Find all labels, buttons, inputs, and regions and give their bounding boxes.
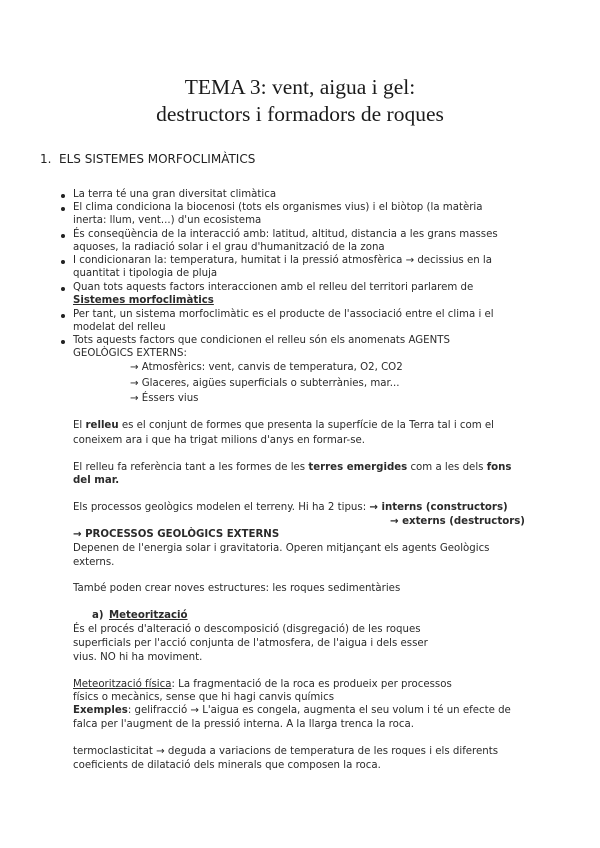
meteoritzacio-def-line3: vius. NO hi ha moviment. — [73, 652, 203, 663]
processos-interns: → interns (constructors) — [369, 502, 508, 513]
processos-intro — [73, 501, 508, 514]
exemples-line2: falca per l'augment de la pressió interna. A la llarga trenca la roca. — [73, 719, 414, 730]
termoclasticitat-line2: coeficients de dilatació dels minerals que composen la roca. — [73, 760, 381, 771]
bullet-dot — [61, 194, 65, 198]
section-number: 1. — [40, 152, 52, 166]
agent-item: → Éssers vius — [130, 393, 199, 404]
list-item-continuation: modelat del relleu — [73, 322, 166, 333]
termoclasticitat-line1: termoclasticitat → deguda a variacions de temperatura de les roques i els diferents — [73, 746, 499, 757]
title-line-1: TEMA 3: vent, aigua i gel: — [184, 75, 416, 99]
meteoritzacio-label: a) — [92, 610, 104, 621]
bullet-dot — [61, 207, 65, 211]
relleu-term: relleu — [85, 420, 119, 431]
bullet-dot — [61, 234, 65, 238]
page-title — [0, 74, 600, 128]
bullet-dot — [61, 260, 65, 264]
processos-also: També poden crear noves estructures: les roques sedimentàries — [73, 583, 401, 594]
list-item-continuation: inerta: llum, vent...) d'un ecosistema — [73, 215, 262, 226]
meteoritzacio-fisica-title: Meteorització física — [73, 679, 172, 690]
agent-item: → Atmosfèrics: vent, canvis de temperatura, O2, CO2 — [130, 362, 403, 373]
relleu-paragraph-2 — [73, 461, 511, 474]
bullet-dot — [61, 340, 65, 344]
terres-emergides-term: terres emergides — [308, 462, 408, 473]
processos-externs-heading: → PROCESSOS GEOLÒGICS EXTERNS — [73, 529, 280, 540]
title-line-2: destructors i formadors de roques — [156, 102, 444, 126]
exemples-label: Exemples — [73, 705, 128, 716]
agent-item: → Glaceres, aigües superficials o subterrànies, mar... — [130, 378, 400, 389]
list-item-continuation: quantitat i tipologia de pluja — [73, 268, 218, 279]
relleu-post: es el conjunt de formes que presenta la superfície de la Terra tal i com el — [118, 420, 494, 431]
processos-externs: → externs (destructors) — [390, 516, 525, 527]
relleu-paragraph-1-line2: coneixem ara i que ha trigat milions d'anys en formar-se. — [73, 435, 366, 446]
list-item-continuation: aquoses, la radiació solar i el grau d'humanització de la zona — [73, 242, 385, 253]
processos-desc-line1: Depenen de l'energia solar i gravitatoria. Operen mitjançant els agents Geològics — [73, 543, 490, 554]
fons-term: fons — [486, 462, 512, 473]
list-item: El clima condiciona la biocenosi (tots els organismes vius) i el biòtop (la matèria — [73, 202, 483, 213]
sistemes-morfoclimatics-term: Sistemes morfoclimàtics — [73, 295, 214, 306]
meteoritzacio-fisica-text: : La fragmentació de la roca es produeix per processos — [171, 679, 452, 690]
meteoritzacio-def-line1: És el procés d'alteració o descomposició (disgregació) de les roques — [73, 624, 421, 635]
relleu2-mid: com a les dels — [407, 462, 487, 473]
exemples-text: : gelifracció → L'aigua es congela, augmenta el seu volum i té un efecte de — [127, 705, 511, 716]
list-item: És conseqüència de la interacció amb: latitud, altitud, distancia a les grans masses — [73, 229, 498, 240]
meteoritzacio-heading: Meteorització — [109, 610, 188, 621]
meteoritzacio-fisica-line2: físics o mecànics, sense que hi hagi canvis químics — [73, 692, 335, 703]
list-item: La terra té una gran diversitat climàtica — [73, 189, 277, 200]
del-mar-term: del mar. — [73, 475, 120, 486]
list-item: I condicionaran la: temperatura, humitat i la pressió atmosfèrica → decissius en la — [73, 255, 492, 266]
processos-intro-text: Els processos geològics modelen el terreny. Hi ha 2 tipus: — [73, 502, 370, 513]
processos-desc-line2: externs. — [73, 557, 115, 568]
section-heading: ELS SISTEMES MORFOCLIMÀTICS — [59, 152, 256, 166]
meteoritzacio-def-line2: superficials per l'acció conjunta de l'atmosfera, de l'aigua i dels esser — [73, 638, 428, 649]
bullet-dot — [61, 314, 65, 318]
list-item-continuation: GEOLÒGICS EXTERNS: — [73, 348, 187, 359]
bullet-dot — [61, 287, 65, 291]
relleu-pre: El — [73, 420, 86, 431]
list-item: Tots aquests factors que condicionen el relleu són els anomenats AGENTS — [73, 335, 450, 346]
list-item: Quan tots aquests factors interaccionen amb el relleu del territori parlarem de — [73, 282, 474, 293]
list-item: Per tant, un sistema morfoclimàtic es el producte de l'associació entre el clima i el — [73, 309, 494, 320]
meteoritzacio-fisica — [73, 678, 452, 691]
exemples-line1 — [73, 704, 511, 717]
relleu-paragraph-1 — [73, 419, 494, 432]
relleu2-pre: El relleu fa referència tant a les formes de les — [73, 462, 309, 473]
